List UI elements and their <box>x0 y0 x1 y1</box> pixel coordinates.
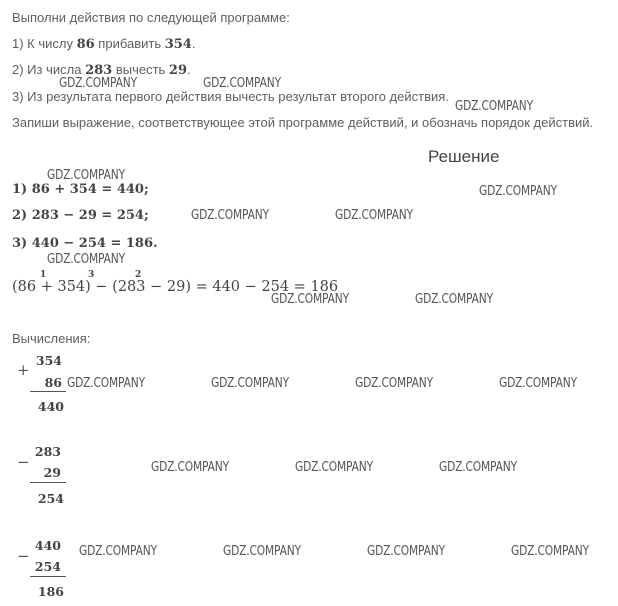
watermark: GDZ.COMPANY <box>223 544 301 559</box>
watermark: GDZ.COMPANY <box>511 544 589 559</box>
step-2-end: . <box>187 62 191 77</box>
task-intro: Выполни действия по следующей программе: <box>12 10 290 25</box>
watermark: GDZ.COMPANY <box>59 76 137 91</box>
solution-line-2: 2) 283 − 29 = 254; <box>12 208 149 223</box>
watermark: GDZ.COMPANY <box>335 208 413 223</box>
watermark: GDZ.COMPANY <box>455 99 533 114</box>
watermark: GDZ.COMPANY <box>295 460 373 475</box>
plus-sign: + <box>17 361 30 379</box>
calc-2-bottom: 29 <box>43 465 61 480</box>
watermark: GDZ.COMPANY <box>47 168 125 183</box>
task-step-3: 3) Из результата первого действия вычесть результат второго действия. <box>12 89 449 104</box>
solution-line-3: 3) 440 − 254 = 186. <box>12 236 158 251</box>
step-1-number-a: 86 <box>76 37 95 52</box>
step-1-end: . <box>191 36 196 51</box>
step-2-mid: вычесть <box>112 62 169 77</box>
step-1-number-b: 354 <box>164 37 192 52</box>
calc-1-result: 440 <box>37 399 64 414</box>
watermark: GDZ.COMPANY <box>191 208 269 223</box>
solution-heading: Решение <box>428 147 500 166</box>
task-instruction: Запиши выражение, соответствующее этой программе действий, и обозначь порядок действий. <box>12 115 594 130</box>
order-mark-3: 2 <box>135 270 142 280</box>
calculations-label: Вычисления: <box>12 331 91 346</box>
watermark: GDZ.COMPANY <box>79 544 157 559</box>
step-1-prefix: 1) К числу <box>12 36 77 51</box>
minus-sign: − <box>17 453 30 471</box>
calc-3-result: 186 <box>37 584 64 599</box>
calc-2-top: 283 <box>34 444 61 459</box>
watermark: GDZ.COMPANY <box>367 544 445 559</box>
order-mark-1: 1 <box>40 270 47 280</box>
step-2-number-b: 29 <box>168 63 188 78</box>
watermark: GDZ.COMPANY <box>439 460 517 475</box>
calc-3-top: 440 <box>34 538 61 553</box>
minus-sign: − <box>17 547 30 565</box>
watermark: GDZ.COMPANY <box>271 292 349 307</box>
calc-3-bottom: 254 <box>34 559 61 574</box>
task-step-1 <box>12 36 195 52</box>
watermark: GDZ.COMPANY <box>203 76 281 91</box>
calc-1-rule <box>30 391 66 392</box>
calc-2-result: 254 <box>37 491 64 506</box>
watermark: GDZ.COMPANY <box>499 376 577 391</box>
calc-1-top: 354 <box>35 353 62 368</box>
watermark: GDZ.COMPANY <box>415 292 493 307</box>
solution-line-1: 1) 86 + 354 = 440; <box>12 182 149 197</box>
calc-1-bottom: 86 <box>44 375 62 390</box>
solution-expression: (86 + 354) − (283 − 29) = 440 − 254 = 186 <box>12 279 339 295</box>
step-2-number-a: 283 <box>85 63 113 78</box>
watermark: GDZ.COMPANY <box>67 376 145 391</box>
watermark: GDZ.COMPANY <box>47 252 125 267</box>
watermark: GDZ.COMPANY <box>211 376 289 391</box>
calc-3-rule <box>30 576 66 577</box>
step-2-prefix: 2) Из числа <box>12 62 86 77</box>
watermark: GDZ.COMPANY <box>151 460 229 475</box>
order-mark-2: 3 <box>88 270 95 280</box>
calc-2-rule <box>30 482 66 483</box>
watermark: GDZ.COMPANY <box>355 376 433 391</box>
watermark: GDZ.COMPANY <box>479 184 557 199</box>
step-1-mid: прибавить <box>94 36 165 51</box>
